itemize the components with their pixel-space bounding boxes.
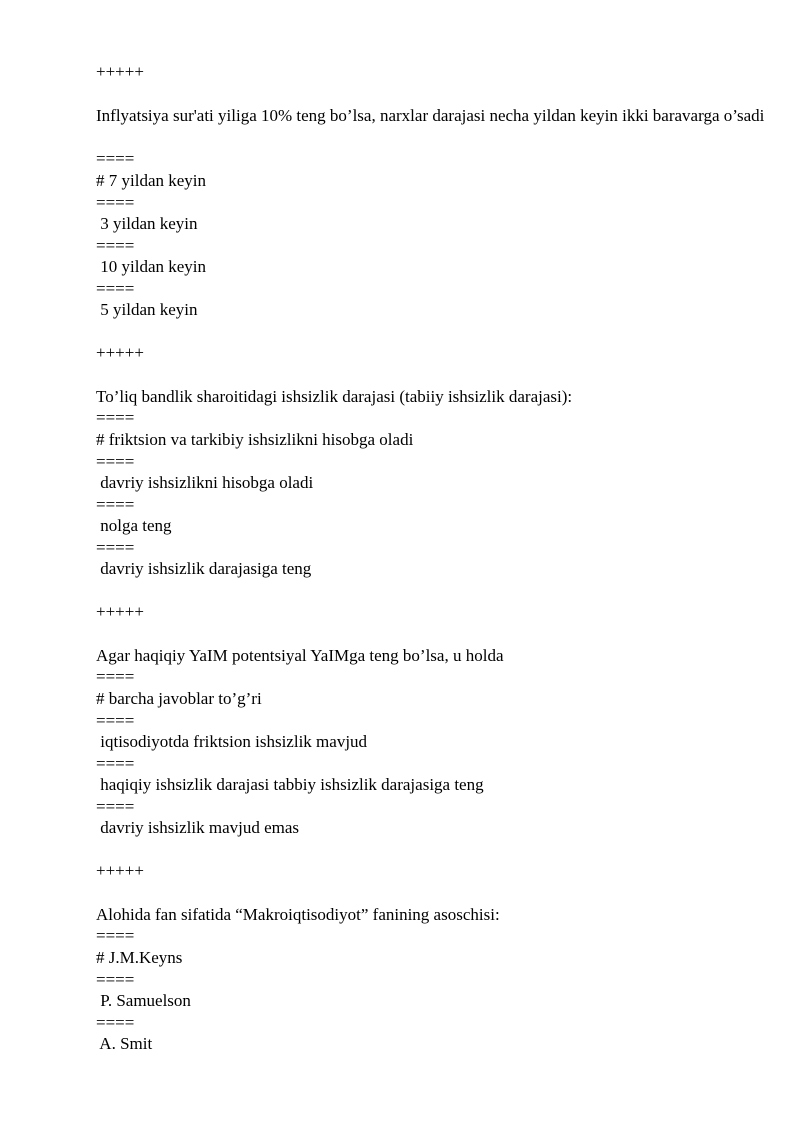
answer-option: # friktsion va tarkibiy ishsizlikni hisobga oladi: [96, 430, 414, 449]
answer-option: # 7 yildan keyin: [96, 171, 207, 190]
separator-equals: ====: [96, 193, 135, 212]
answer-option: A. Smit: [96, 1034, 153, 1053]
answer-option: haqiqiy ishsizlik darajasi tabbiy ishsizlik darajasiga teng: [96, 775, 484, 794]
answer-option: davriy ishsizlik darajasiga teng: [96, 559, 312, 578]
separator-equals: ====: [96, 408, 135, 427]
question-text: Alohida fan sifatida “Makroiqtisodiyot” fanining asoschisi:: [96, 905, 500, 924]
separator-equals: ====: [96, 711, 135, 730]
answer-option: 10 yildan keyin: [96, 257, 207, 276]
separator-equals: ====: [96, 667, 135, 686]
separator-plus: +++++: [96, 602, 144, 621]
separator-equals: ====: [96, 236, 135, 255]
question-text: Agar haqiqiy YaIM potentsiyal YaIMga teng bo’lsa, u holda: [96, 646, 504, 665]
separator-equals: ====: [96, 452, 135, 471]
separator-equals: ====: [96, 279, 135, 298]
separator-plus: +++++: [96, 62, 144, 81]
question-text: To’liq bandlik sharoitidagi ishsizlik darajasi (tabiiy ishsizlik darajasi):: [96, 387, 573, 406]
separator-plus: +++++: [96, 343, 144, 362]
answer-option: # barcha javoblar to’g’ri: [96, 689, 262, 708]
answer-option: davriy ishsizlik mavjud emas: [96, 818, 300, 837]
separator-equals: ====: [96, 970, 135, 989]
separator-equals: ====: [96, 754, 135, 773]
separator-equals: ====: [96, 926, 135, 945]
answer-option: 5 yildan keyin: [96, 300, 198, 319]
separator-equals: ====: [96, 1013, 135, 1032]
separator-equals: ====: [96, 495, 135, 514]
separator-equals: ====: [96, 538, 135, 557]
answer-option: davriy ishsizlikni hisobga oladi: [96, 473, 314, 492]
separator-equals: ====: [96, 149, 135, 168]
answer-option: nolga teng: [96, 516, 172, 535]
answer-option: P. Samuelson: [96, 991, 191, 1010]
answer-option: # J.M.Keyns: [96, 948, 183, 967]
answer-option: iqtisodiyotda friktsion ishsizlik mavjud: [96, 732, 368, 751]
question-text: Inflyatsiya sur'ati yiliga 10% teng bo’lsa, narxlar darajasi necha yildan keyin ikki baravarga o’sadi: [96, 106, 765, 125]
separator-plus: +++++: [96, 861, 144, 880]
separator-equals: ====: [96, 797, 135, 816]
answer-option: 3 yildan keyin: [96, 214, 198, 233]
